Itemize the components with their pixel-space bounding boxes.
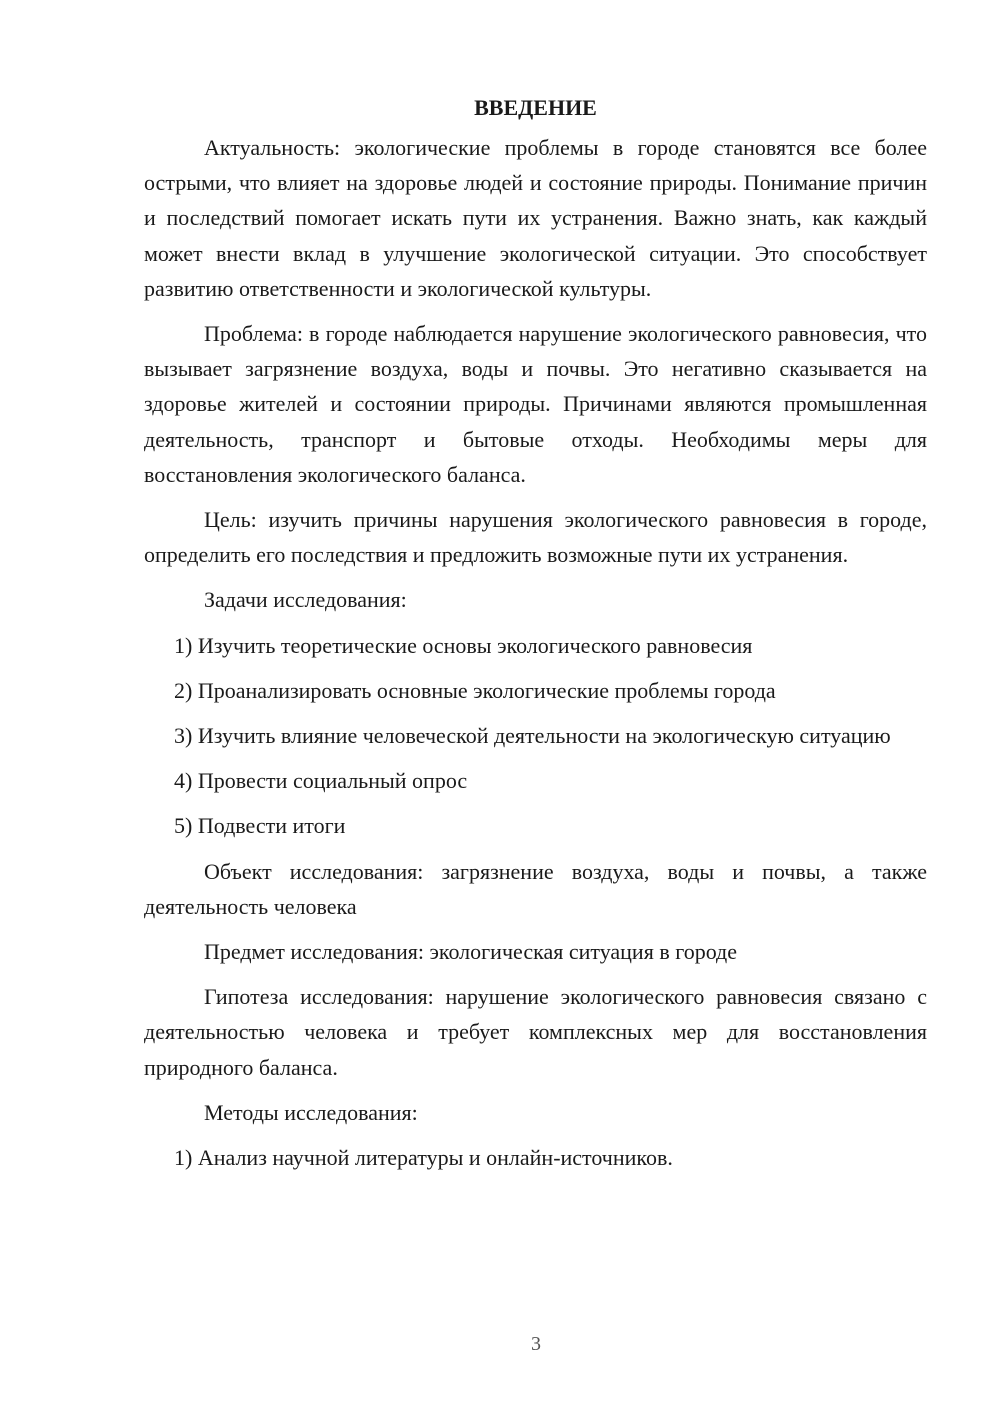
task-item-1: 1) Изучить теоретические основы экологического равновесия xyxy=(174,632,753,658)
research-hypothesis-paragraph: Гипотеза исследования: нарушение экологического равновесия связано с деятельностью человека и требует комплексных мер для восстановления природного баланса. xyxy=(144,984,927,1080)
problem-paragraph: Проблема: в городе наблюдается нарушение экологического равновесия, что вызывает загрязнение воздуха, воды и почвы. Это негативно сказывается на здоровье жителей и состоянии природы. Причинами являются промышленная деятельность, транспорт и бытовые отходы. Необходимы меры для восстановления экологического баланса. xyxy=(144,321,927,487)
method-item-1: 1) Анализ научной литературы и онлайн-источников. xyxy=(174,1145,673,1171)
research-object-paragraph: Объект исследования: загрязнение воздуха, воды и почвы, а также деятельность человека xyxy=(144,858,927,919)
task-item-4: 4) Провести социальный опрос xyxy=(174,768,468,794)
research-subject-paragraph: Предмет исследования: экологическая ситуация в городе xyxy=(204,939,738,965)
task-item-3: 3) Изучить влияние человеческой деятельности на экологическую ситуацию xyxy=(174,723,891,749)
page-title: ВВЕДЕНИЕ xyxy=(474,95,597,120)
page-number: 3 xyxy=(531,1333,541,1355)
goal-paragraph: Цель: изучить причины нарушения экологического равновесия в городе, определить его последствия и предложить возможные пути их устранения. xyxy=(144,507,927,568)
tasks-heading: Задачи исследования: xyxy=(204,587,407,613)
relevance-paragraph: Актуальность: экологические проблемы в городе становятся все более острыми, что влияет на здоровье людей и состояние природы. Понимание причин и последствий помогает искать пути их устранения. Важно знать, как каждый может внести вклад в улучшение экологической ситуации. Это способствует развитию ответственности и экологической культуры. xyxy=(144,135,927,301)
document-page xyxy=(144,90,927,1185)
methods-heading: Методы исследования: xyxy=(204,1099,418,1125)
task-item-5: 5) Подвести итоги xyxy=(174,813,346,839)
task-item-2: 2) Проанализировать основные экологические проблемы города xyxy=(174,677,776,703)
